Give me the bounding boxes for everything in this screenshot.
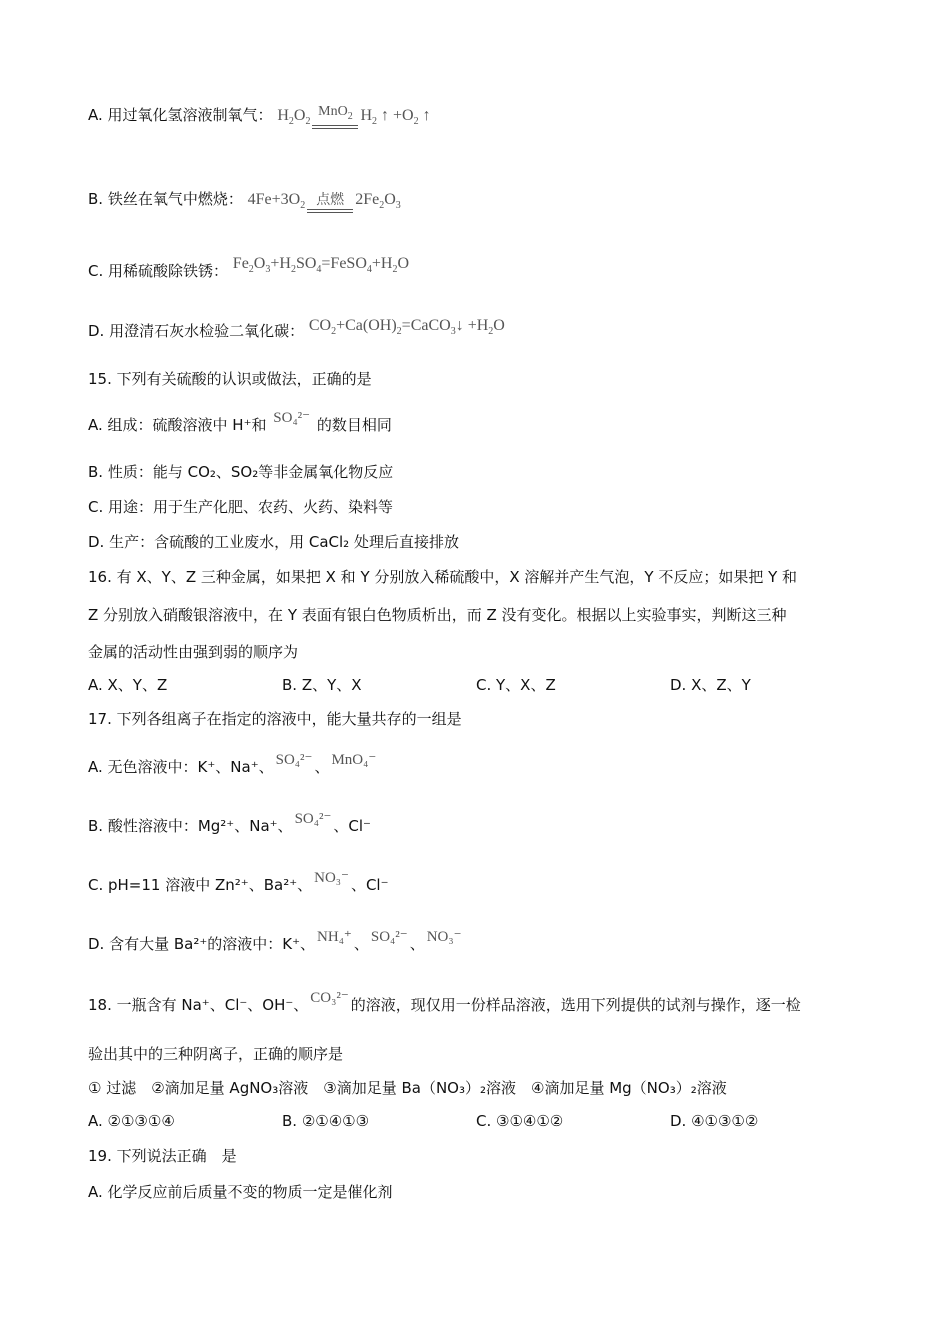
q16-stem-line3: 金属的活动性由强到弱的顺序为 <box>88 643 299 661</box>
ammonium-ion: NH₄⁺ <box>317 929 352 945</box>
q18-option-d: D. ④①③①② <box>670 1112 759 1130</box>
q16-stem-line1: 16. 有 X、Y、Z 三种金属，如果把 X 和 Y 分别放入稀硫酸中，X 溶解并产生气泡，Y 不反应；如果把 Y 和 <box>88 568 798 586</box>
q17-stem: 17. 下列各组离子在指定的溶液中，能大量共存的一组是 <box>88 710 462 728</box>
sulfate-ion: SO₄²⁻ <box>273 410 311 426</box>
q16-option-c: C. Y、X、Z <box>476 676 556 694</box>
q16-option-a: A. X、Y、Z <box>88 676 168 694</box>
q15-option-d: D. 生产：含硫酸的工业废水，用 CaCl₂ 处理后直接排放 <box>88 533 459 551</box>
q17-option-c: C. pH=11 溶液中 Zn²⁺、Ba²⁺、 NO₃⁻ 、Cl⁻ <box>88 874 389 897</box>
q16-stem-line2: Z 分别放入硝酸银溶液中，在 Y 表面有银白色物质析出，而 Z 没有变化。根据以上实验事实，判断这三种 <box>88 606 787 624</box>
q14-c-equation: $Fe_2O_3+H_2SO_4=FeSO_4+H_2O$ <box>232 255 410 276</box>
q14-option-d <box>88 317 505 349</box>
q19-option-a: A. 化学反应前后质量不变的物质一定是催化剂 <box>88 1183 393 1201</box>
q18-option-a: A. ②①③①④ <box>88 1112 175 1130</box>
q15-option-b: B. 性质：能与 CO₂、SO₂等非金属氧化物反应 <box>88 463 394 481</box>
q18-option-c: C. ③①④①② <box>476 1112 564 1130</box>
q14-b-equation: $4Fe+3O_2$ 点燃 $2Fe_2O_3$ <box>247 191 401 212</box>
q14-option-b <box>88 188 401 217</box>
q18-stem-line1: 18. 一瓶含有 Na⁺、Cl⁻、OH⁻、 CO₃²⁻ 的溶液，现仅用一份样品溶液，选用下列提供的试剂与操作，逐一检 <box>88 994 801 1017</box>
q16-option-b: B. Z、Y、X <box>282 676 362 694</box>
q17-option-b: B. 酸性溶液中：Mg²⁺、Na⁺、 SO₄²⁻ 、Cl⁻ <box>88 815 371 838</box>
nitrate-ion: NO₃⁻ <box>314 870 349 886</box>
q15-option-a: A. 组成：硫酸溶液中 H⁺和 SO₄²⁻ 的数目相同 <box>88 414 392 437</box>
q14-a-label: A. 用过氧化氢溶液制氧气： <box>88 106 273 124</box>
permanganate-ion: MnO₄⁻ <box>331 752 377 768</box>
q18-stem-line2: 验出其中的三种阴离子，正确的顺序是 <box>88 1045 344 1063</box>
sulfate-ion: SO₄²⁻ <box>275 752 313 768</box>
q14-d-label: D. 用澄清石灰水检验二氧化碳： <box>88 322 305 340</box>
carbonate-ion: CO₃²⁻ <box>310 990 349 1006</box>
q18-operations: ① 过滤 ②滴加足量 AgNO₃溶液 ③滴加足量 Ba（NO₃）₂溶液 ④滴加足量 Mg（NO₃）₂溶液 <box>88 1079 727 1097</box>
q15-stem: 15. 下列有关硫酸的认识或做法，正确的是 <box>88 370 372 388</box>
q14-option-c <box>88 255 410 289</box>
reaction-condition: MnO$_2$ <box>312 104 358 129</box>
q17-option-a: A. 无色溶液中：K⁺、Na⁺、 SO₄²⁻ 、 MnO₄⁻ <box>88 756 378 779</box>
q14-c-label: C. 用稀硫酸除铁锈： <box>88 262 229 280</box>
q14-b-label: B. 铁丝在氧气中燃烧： <box>88 190 243 208</box>
q14-d-equation: $CO_2+Ca(OH)_2=CaCO_3↓ +H_2O$ <box>308 317 505 338</box>
q19-stem: 19. 下列说法正确 是 <box>88 1147 237 1165</box>
sulfate-ion: SO₄²⁻ <box>370 929 408 945</box>
nitrate-ion: NO₃⁻ <box>426 929 462 945</box>
q18-option-b: B. ②①④①③ <box>282 1112 370 1130</box>
sulfate-ion: SO₄²⁻ <box>294 811 332 827</box>
reaction-condition: 点燃 <box>307 193 353 213</box>
q14-option-a <box>88 104 431 133</box>
q15-option-c: C. 用途：用于生产化肥、农药、火药、染料等 <box>88 498 394 516</box>
q14-a-equation: $H_2O_2$ MnO$_2$ $H_2$ ↑ $+O_2$ ↑ <box>277 104 431 128</box>
q16-option-d: D. X、Z、Y <box>670 676 751 694</box>
q17-option-d: D. 含有大量 Ba²⁺的溶液中：K⁺、 NH₄⁺ 、 SO₄²⁻ 、 NO₃⁻ <box>88 933 464 956</box>
